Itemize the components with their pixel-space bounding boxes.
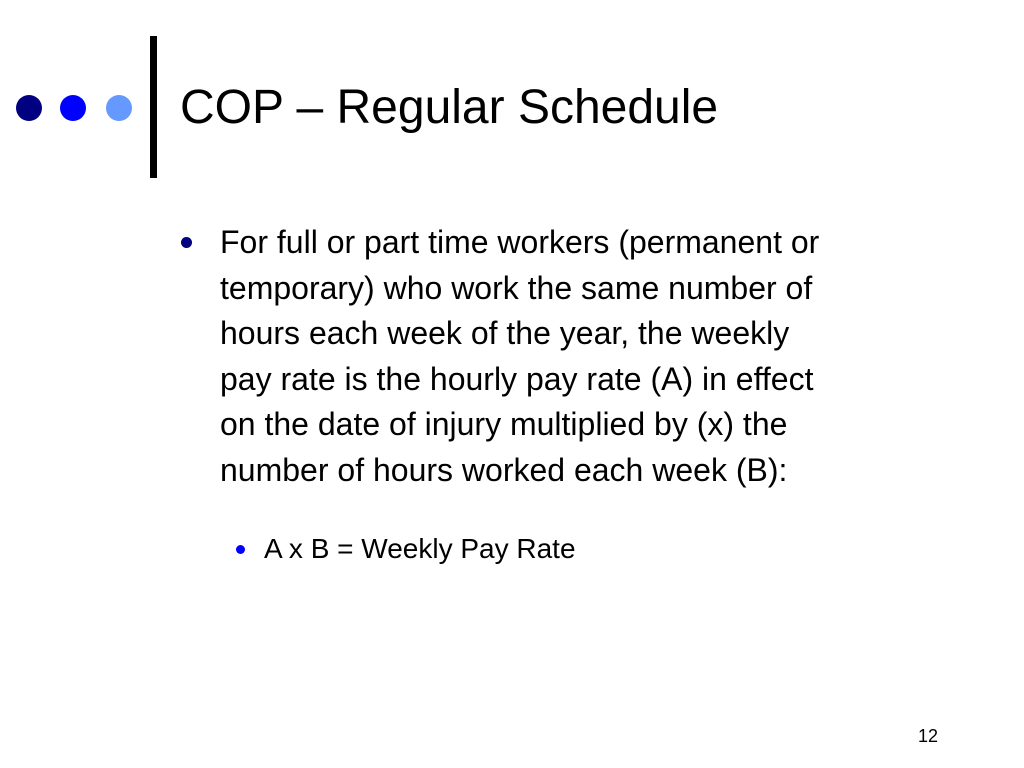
decorative-dot-light-blue <box>106 95 132 121</box>
decorative-dot-dark-blue <box>16 95 42 121</box>
bullet-text-line: pay rate is the hourly pay rate (A) in effect <box>220 360 814 397</box>
bullet-text-line: on the date of injury multiplied by (x) the <box>220 406 788 442</box>
page-number: 12 <box>917 726 938 746</box>
bullet-text-line: number of hours worked each week (B): <box>220 451 788 488</box>
slide-title: COP – Regular Schedule <box>180 81 719 134</box>
sub-bullet-text: A x B = Weekly Pay Rate <box>264 533 576 564</box>
bullet-text-line: hours each week of the year, the weekly <box>220 315 790 351</box>
sub-bullet-item <box>230 529 938 569</box>
bullet-text-line: For full or part time workers (permanent or <box>220 224 820 260</box>
decorative-dot-blue <box>60 95 86 121</box>
slide-body <box>178 220 938 569</box>
bullet-dot-icon <box>181 237 192 248</box>
sub-bullet-dot-icon <box>236 545 245 554</box>
title-vertical-rule <box>150 36 157 178</box>
bullet-text-line: temporary) who work the same number of <box>220 269 813 306</box>
bullet-item <box>178 220 938 493</box>
